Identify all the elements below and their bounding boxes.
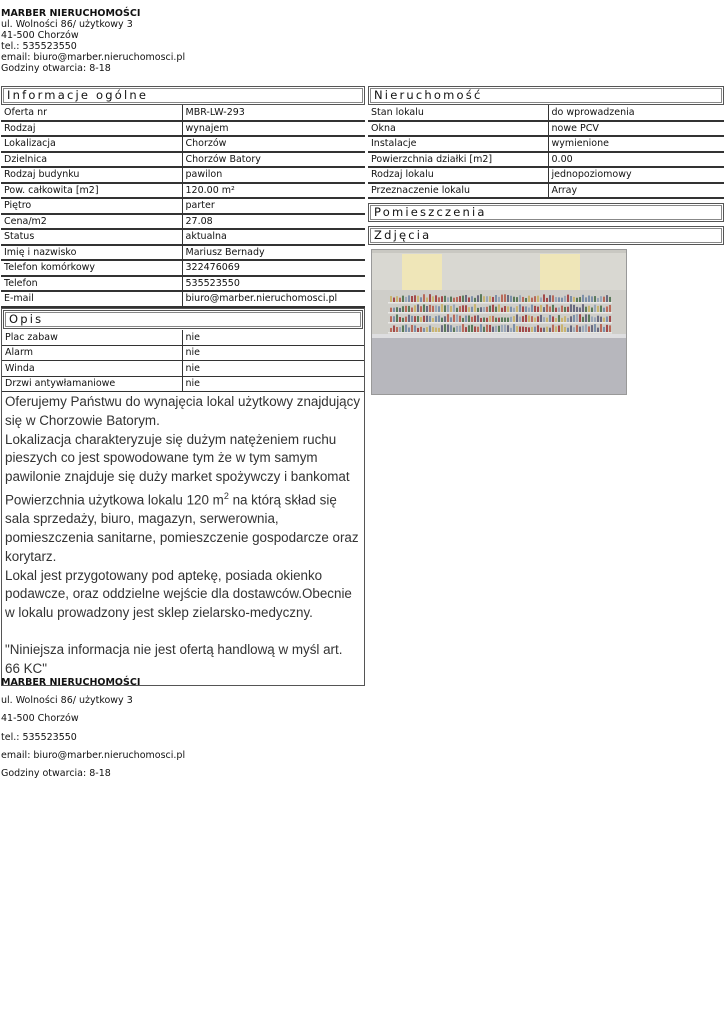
- section-title-rooms: Pomieszczenia: [368, 203, 724, 222]
- field-value: Chorzów Batory: [182, 152, 365, 168]
- general-row: [1, 121, 365, 137]
- field-value: nie: [182, 330, 364, 346]
- field-label: Lokalizacja: [1, 136, 182, 152]
- property-row: [368, 183, 724, 199]
- field-value: 27.08: [182, 214, 365, 230]
- footer-contact: [1, 674, 185, 783]
- field-label: E-mail: [1, 291, 182, 307]
- field-value: Mariusz Bernady: [182, 245, 365, 261]
- footer-address: ul. Wolności 86/ użytkowy 3: [1, 695, 133, 707]
- property-row: [368, 167, 724, 183]
- field-label: Przeznaczenie lokalu: [368, 183, 548, 199]
- feature-row: [2, 376, 364, 392]
- field-label: Dzielnica: [1, 152, 182, 168]
- field-label: Drzwi antywłamaniowe: [2, 376, 182, 392]
- field-value: Array: [548, 183, 724, 199]
- property-photo[interactable]: [371, 249, 627, 395]
- description-box: [1, 308, 365, 686]
- footer-phone: tel.: 535523550: [1, 731, 77, 743]
- general-row: [1, 136, 365, 152]
- field-label: Stan lokalu: [368, 105, 548, 121]
- feature-row: [2, 361, 364, 377]
- field-value: nie: [182, 361, 364, 377]
- left-column: [1, 86, 365, 686]
- field-label: Rodzaj: [1, 121, 182, 137]
- property-row: [368, 136, 724, 152]
- field-value: biuro@marber.nieruchomosci.pl: [182, 291, 365, 307]
- field-value: pawilon: [182, 167, 365, 183]
- general-row: [1, 167, 365, 183]
- property-row: [368, 152, 724, 168]
- field-value: 120.00 m²: [182, 183, 365, 199]
- company-address: ul. Wolności 86/ użytkowy 3: [1, 19, 133, 30]
- general-row: [1, 245, 365, 261]
- company-city: 41-500 Chorzów: [1, 30, 79, 41]
- footer-hours: Godziny otwarcia: 8-18: [1, 768, 111, 780]
- field-value: MBR-LW-293: [182, 105, 365, 121]
- company-name: MARBER NIERUCHOMOŚCI: [1, 8, 141, 19]
- footer-company-name: MARBER NIERUCHOMOŚCI: [1, 677, 141, 688]
- property-row: [368, 105, 724, 121]
- general-row: [1, 276, 365, 292]
- legal-note: "Niniejsza informacja nie jest ofertą handlową w myśl art. 66 KC": [5, 642, 343, 676]
- general-row: [1, 260, 365, 276]
- right-column: [368, 86, 724, 395]
- field-label: Imię i nazwisko: [1, 245, 182, 261]
- feature-row: [2, 330, 364, 346]
- section-title-general: Informacje ogólne: [1, 86, 365, 105]
- field-value: 535523550: [182, 276, 365, 292]
- field-label: Rodzaj budynku: [1, 167, 182, 183]
- property-table: [368, 105, 724, 199]
- field-label: Status: [1, 229, 182, 245]
- field-value: 322476069: [182, 260, 365, 276]
- field-value: nie: [182, 376, 364, 392]
- field-label: Pow. całkowita [m2]: [1, 183, 182, 199]
- field-value: parter: [182, 198, 365, 214]
- field-label: Plac zabaw: [2, 330, 182, 346]
- general-row: [1, 229, 365, 245]
- field-label: Telefon komórkowy: [1, 260, 182, 276]
- features-table: [2, 330, 364, 393]
- field-value: nowe PCV: [548, 121, 724, 137]
- field-value: wynajem: [182, 121, 365, 137]
- field-label: Powierzchnia działki [m2]: [368, 152, 548, 168]
- section-title-description: Opis: [3, 310, 363, 329]
- field-label: Winda: [2, 361, 182, 377]
- feature-row: [2, 345, 364, 361]
- section-title-property: Nieruchomość: [368, 86, 724, 105]
- description-paragraph: Oferujemy Państwu do wynajęcia lokal użytkowy znajdujący się w Chorzowie Batorym.: [5, 394, 361, 428]
- company-phone: tel.: 535523550: [1, 41, 77, 52]
- property-row: [368, 121, 724, 137]
- company-email[interactable]: email: biuro@marber.nieruchomosci.pl: [1, 52, 186, 63]
- general-row: [1, 183, 365, 199]
- shop-interior-image: [372, 250, 626, 394]
- field-label: Piętro: [1, 198, 182, 214]
- footer-email[interactable]: email: biuro@marber.nieruchomosci.pl: [1, 749, 186, 761]
- field-label: Rodzaj lokalu: [368, 167, 548, 183]
- field-value: wymienione: [548, 136, 724, 152]
- field-value: aktualna: [182, 229, 365, 245]
- general-row: [1, 105, 365, 121]
- field-value: nie: [182, 345, 364, 361]
- general-row: [1, 198, 365, 214]
- description-paragraph: [5, 431, 361, 567]
- description-text: [2, 392, 364, 685]
- description-text-part: Lokalizacja charakteryzuje się dużym natężeniem ruchu pieszych co jest spowodowane tym że w tym samym pawilonie znajduje się duży market spożywczy i bankomat Powierzchnia użytkowa lokalu 120 m: [5, 431, 350, 508]
- general-row: [1, 291, 365, 307]
- footer-city: 41-500 Chorzów: [1, 713, 79, 725]
- general-info-table: [1, 105, 365, 308]
- header-contact: [1, 8, 185, 74]
- description-text-part: na którą skład się sala sprzedaży, biuro, magazyn, serwerownia, pomieszczenia sanitarne, pomieszczenie gospodarcze oraz korytarz.: [5, 492, 359, 564]
- field-label: Cena/m2: [1, 214, 182, 230]
- field-value: Chorzów: [182, 136, 365, 152]
- section-title-photos: Zdjęcia: [368, 226, 724, 245]
- field-label: Oferta nr: [1, 105, 182, 121]
- field-label: Telefon: [1, 276, 182, 292]
- field-value: 0.00: [548, 152, 724, 168]
- field-label: Instalacje: [368, 136, 548, 152]
- superscript: 2: [223, 490, 229, 501]
- general-row: [1, 152, 365, 168]
- general-row: [1, 214, 365, 230]
- description-paragraph: Lokal jest przygotowany pod aptekę, posiada okienko podawcze, oraz oddzielne wejście dla dostawców.Obecnie w lokalu prowadzony jest sklep zielarsko-medyczny.: [5, 567, 352, 621]
- field-value: do wprowadzenia: [548, 105, 724, 121]
- field-value: jednopoziomowy: [548, 167, 724, 183]
- field-label: Alarm: [2, 345, 182, 361]
- company-hours: Godziny otwarcia: 8-18: [1, 63, 111, 74]
- field-label: Okna: [368, 121, 548, 137]
